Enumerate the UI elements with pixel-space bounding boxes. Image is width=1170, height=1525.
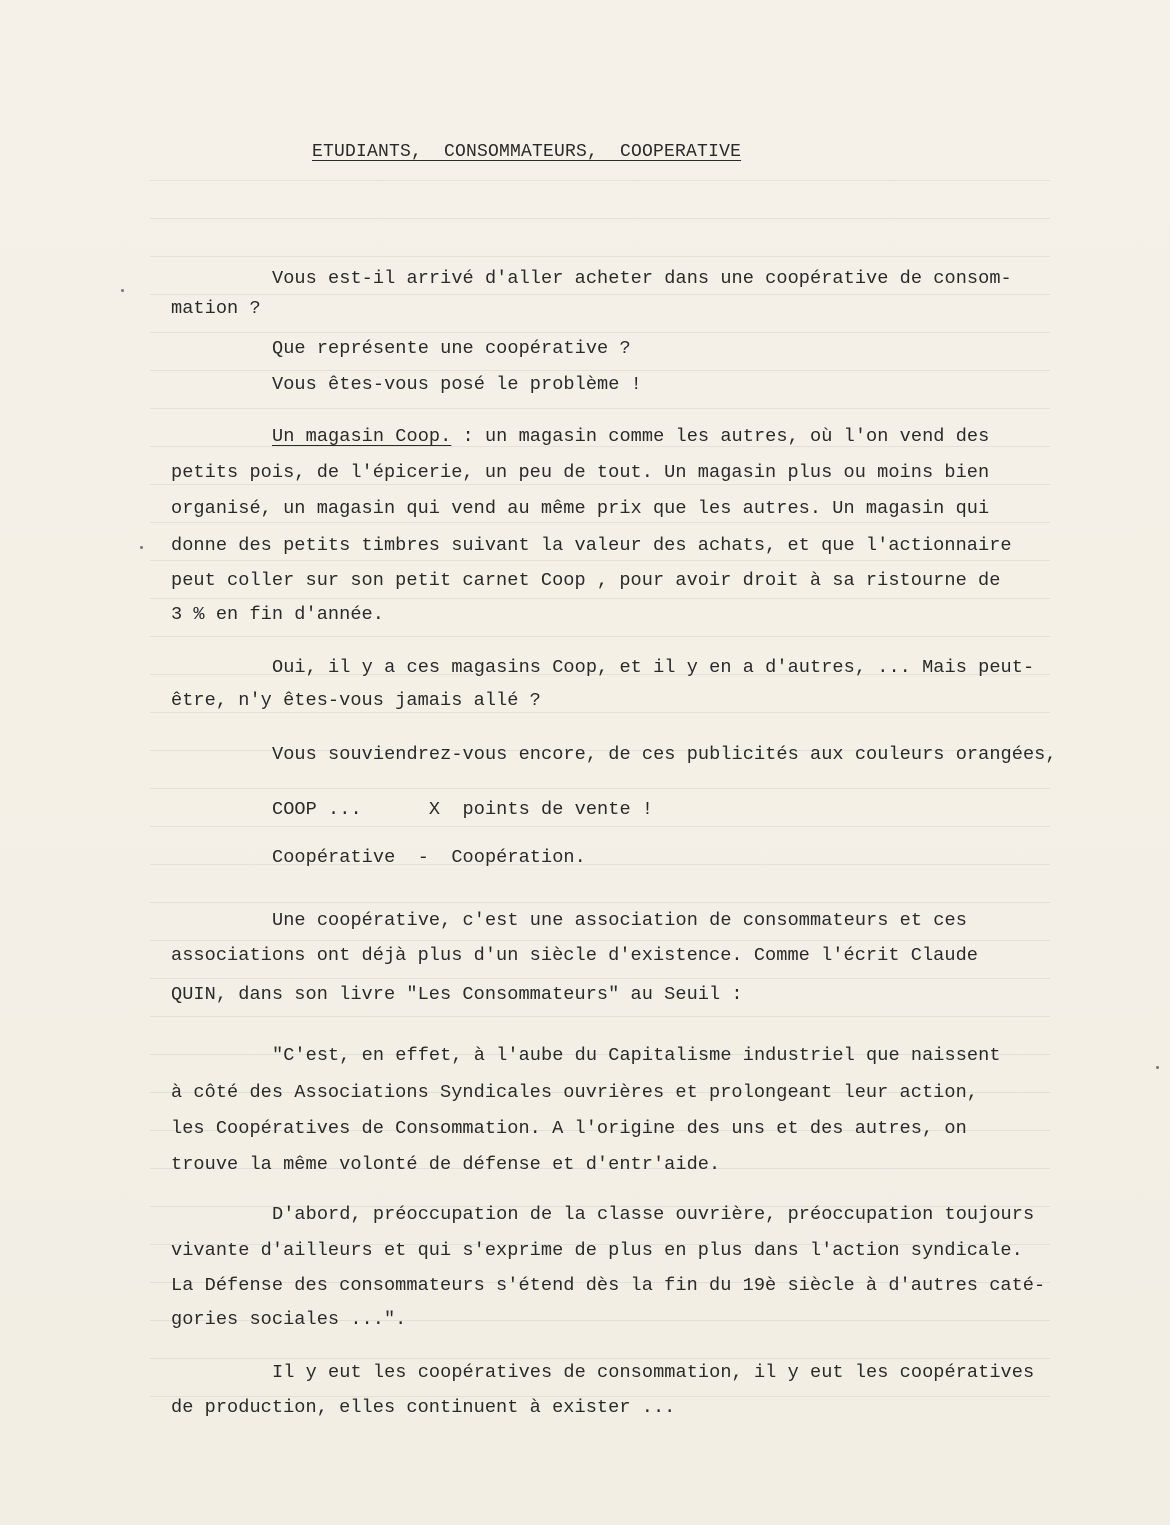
text-line: Vous êtes-vous posé le problème !: [272, 374, 642, 395]
text-line: organisé, un magasin qui vend au même prix que les autres. Un magasin qui: [171, 498, 990, 519]
text-line: Que représente une coopérative ?: [272, 338, 631, 359]
text-line: gories sociales ...".: [171, 1309, 407, 1330]
text-line: Vous est-il arrivé d'aller acheter dans une coopérative de consom-: [272, 268, 1012, 289]
text-line: donne des petits timbres suivant la valeur des achats, et que l'actionnaire: [171, 535, 1012, 556]
text-line: mation ?: [171, 298, 261, 319]
text-line: peut coller sur son petit carnet Coop , pour avoir droit à sa ristourne de: [171, 570, 1001, 591]
text-line: 3 % en fin d'année.: [171, 604, 384, 625]
text-line: "C'est, en effet, à l'aube du Capitalisme industriel que naissent: [272, 1045, 1001, 1066]
text-line: La Défense des consommateurs s'étend dès la fin du 19è siècle à d'autres caté-: [171, 1275, 1046, 1296]
text-line: de production, elles continuent à exister ...: [171, 1397, 676, 1418]
page-title: ETUDIANTS, CONSOMMATEURS, COOPERATIVE: [312, 142, 742, 162]
text-line: Oui, il y a ces magasins Coop, et il y en a d'autres, ... Mais peut-: [272, 657, 1035, 678]
text-line: D'abord, préoccupation de la classe ouvrière, préoccupation toujours: [272, 1204, 1035, 1225]
text-line: Une coopérative, c'est une association de consommateurs et ces: [272, 910, 967, 931]
text-line: vivante d'ailleurs et qui s'exprime de plus en plus dans l'action syndicale.: [171, 1240, 1023, 1261]
section-heading: Un magasin Coop.: [272, 426, 452, 447]
ink-speck: [140, 546, 143, 549]
text-line: QUIN, dans son livre "Les Consommateurs" au Seuil :: [171, 984, 743, 1005]
text-line: [272, 426, 989, 447]
text-fragment: : un magasin comme les autres, où l'on vend des: [451, 426, 990, 447]
text-line: Il y eut les coopératives de consommation, il y eut les coopératives: [272, 1362, 1035, 1383]
text-line: associations ont déjà plus d'un siècle d'existence. Comme l'écrit Claude: [171, 945, 978, 966]
ink-speck: [121, 289, 124, 292]
ink-speck: [1156, 1066, 1159, 1069]
text-line: Vous souviendrez-vous encore, de ces publicités aux couleurs orangées,: [272, 744, 1057, 765]
text-line: Coopérative - Coopération.: [272, 847, 586, 868]
text-line: petits pois, de l'épicerie, un peu de tout. Un magasin plus ou moins bien: [171, 462, 990, 483]
text-line: les Coopératives de Consommation. A l'origine des uns et des autres, on: [171, 1118, 967, 1139]
text-line: à côté des Associations Syndicales ouvrières et prolongeant leur action,: [171, 1082, 978, 1103]
text-line: trouve la même volonté de défense et d'entr'aide.: [171, 1154, 721, 1175]
text-line: COOP ... X points de vente !: [272, 799, 654, 820]
text-line: être, n'y êtes-vous jamais allé ?: [171, 690, 541, 711]
